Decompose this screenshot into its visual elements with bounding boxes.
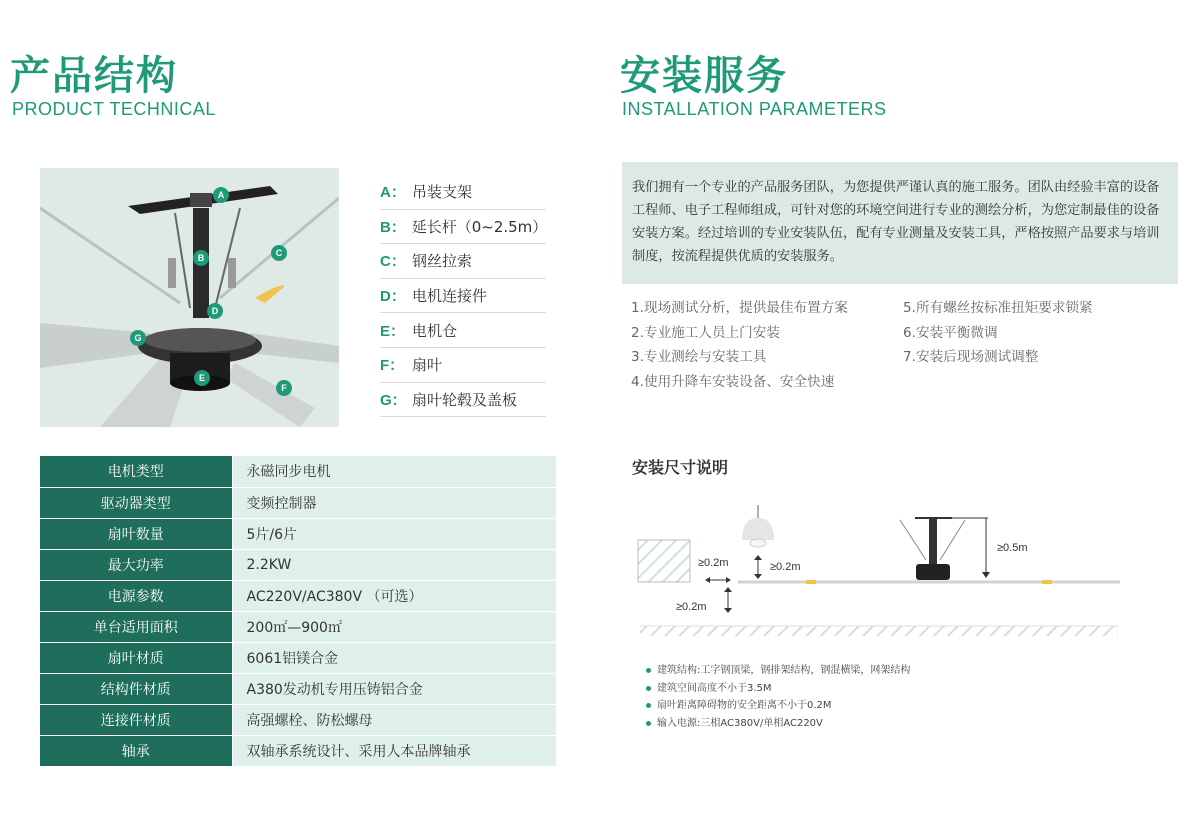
bullet-icon [646,703,651,708]
part-name: 钢丝拉索 [412,252,473,271]
part-letter: A： [380,184,406,202]
spec-key: 最大功率 [40,549,232,580]
list-item [646,662,910,680]
spec-value: A380发动机专用压铸铝合金 [232,673,556,704]
product-image [40,168,339,427]
product-structure-title: 产品结构 [10,53,178,99]
installation-service-title: 安装服务 [620,53,788,99]
bullet-icon [646,686,651,691]
part-letter: B： [380,218,406,236]
part-name: 扇叶轮毂及盖板 [412,390,518,409]
part-letter: F： [380,357,405,375]
table-row [40,704,556,735]
table-row [40,611,556,642]
image-label-e: E [198,373,206,383]
dimension-title: 安装尺寸说明 [632,458,729,477]
table-row [40,580,556,611]
spec-key: 单台适用面积 [40,611,232,642]
part-letter: E： [380,322,406,340]
part-row [380,383,546,418]
part-name: 延长杆（0~2.5m） [411,217,548,236]
clearance-lamp-label: ≥0.2m [770,561,801,573]
list-item [646,715,910,733]
part-row [380,279,546,314]
table-row [40,456,556,487]
bullet-icon [646,668,651,673]
part-name: 扇叶 [412,356,443,375]
image-label-d: D [211,306,219,316]
part-letter: C： [380,253,406,271]
part-letter: D： [380,288,406,306]
spec-value: 双轴承系统设计、采用人本品牌轴承 [232,735,556,766]
fan-motor-icon [916,564,950,580]
list-item: 3.专业测绘与安装工具 [631,349,767,366]
spec-key: 电源参数 [40,580,232,611]
part-name: 电机连接件 [412,287,488,306]
installation-notes [646,662,910,732]
installation-parameters-subtitle: INSTALLATION PARAMETERS [622,99,887,119]
note-text: 建筑空间高度不小于3.5M [657,682,772,694]
spec-table [40,456,556,767]
parts-list [380,175,546,417]
list-item [646,697,910,715]
image-label-a: A [217,190,225,200]
image-label-c: C [275,248,283,258]
spec-value: 200㎡—900㎡ [232,611,556,642]
list-item [646,680,910,698]
spec-key: 扇叶数量 [40,518,232,549]
part-name: 电机仓 [412,321,458,340]
service-list-right [903,296,1093,370]
list-item: 4.使用升降车安装设备、安全快速 [631,373,835,390]
part-row [380,175,546,210]
part-row [380,313,546,348]
note-text: 输入电源:三相AC380V/单相AC220V [657,717,823,729]
spec-value: 5片/6片 [232,518,556,549]
table-row [40,673,556,704]
obstacle-wall [638,540,690,582]
list-item: 6.安装平衡微调 [903,324,998,341]
clearance-top-label: ≥0.5m [997,542,1028,554]
part-row [380,210,546,245]
installation-diagram [630,500,1130,645]
part-row [380,348,546,383]
bullet-icon [646,721,651,726]
table-row [40,549,556,580]
spec-key: 驱动器类型 [40,487,232,518]
ground [640,626,1118,636]
image-label-b: B [197,253,205,263]
image-label-f: F [281,383,287,393]
spec-key: 扇叶材质 [40,642,232,673]
list-item: 5.所有螺丝按标准扭矩要求锁紧 [903,300,1093,316]
image-label-g: G [134,333,142,343]
list-item: 7.安装后现场测试调整 [903,349,1039,366]
clearance-bottom-label: ≥0.2m [676,601,707,613]
lamp-icon [742,518,774,540]
list-item: 2.专业施工人员上门安装 [631,324,780,341]
part-letter: G： [380,391,407,409]
note-text: 扇叶距离障碍物的安全距离不小于0.2M [657,700,832,711]
table-row [40,487,556,518]
table-row [40,518,556,549]
spec-value: 永磁同步电机 [232,456,556,487]
list-item: 1.现场测试分析，提供最佳布置方案 [631,300,848,316]
spec-key: 轴承 [40,735,232,766]
fan-illustration [40,168,339,427]
service-list-left [631,296,848,394]
table-row [40,642,556,673]
spec-key: 电机类型 [40,456,232,487]
spec-value: AC220V/AC380V （可选） [232,580,556,611]
product-technical-subtitle: PRODUCT TECHNICAL [12,99,216,119]
part-row [380,244,546,279]
spec-value: 6061铝镁合金 [232,642,556,673]
spec-value: 变频控制器 [232,487,556,518]
spec-value: 高强螺栓、防松螺母 [232,704,556,735]
spec-value: 2.2KW [232,549,556,580]
service-description: 我们拥有一个专业的产品服务团队，为您提供严谨认真的施工服务。团队由经验丰富的设备工程师、电子工程师组成，可针对您的环境空间进行专业的测绘分析，为您定制最佳的设备安装方案。经过培训的专业安装队伍，配有专业测量及安装工具，严格按照产品要求与培训制度，按流程提供优质的安装服务。 [622,162,1178,284]
note-text: 建筑结构:工字钢顶梁，钢排架结构，钢混横梁，网架结构 [657,665,911,676]
spec-key: 连接件材质 [40,704,232,735]
spec-key: 结构件材质 [40,673,232,704]
part-name: 吊装支架 [412,183,473,202]
clearance-wall-label: ≥0.2m [698,557,729,569]
table-row [40,735,556,766]
